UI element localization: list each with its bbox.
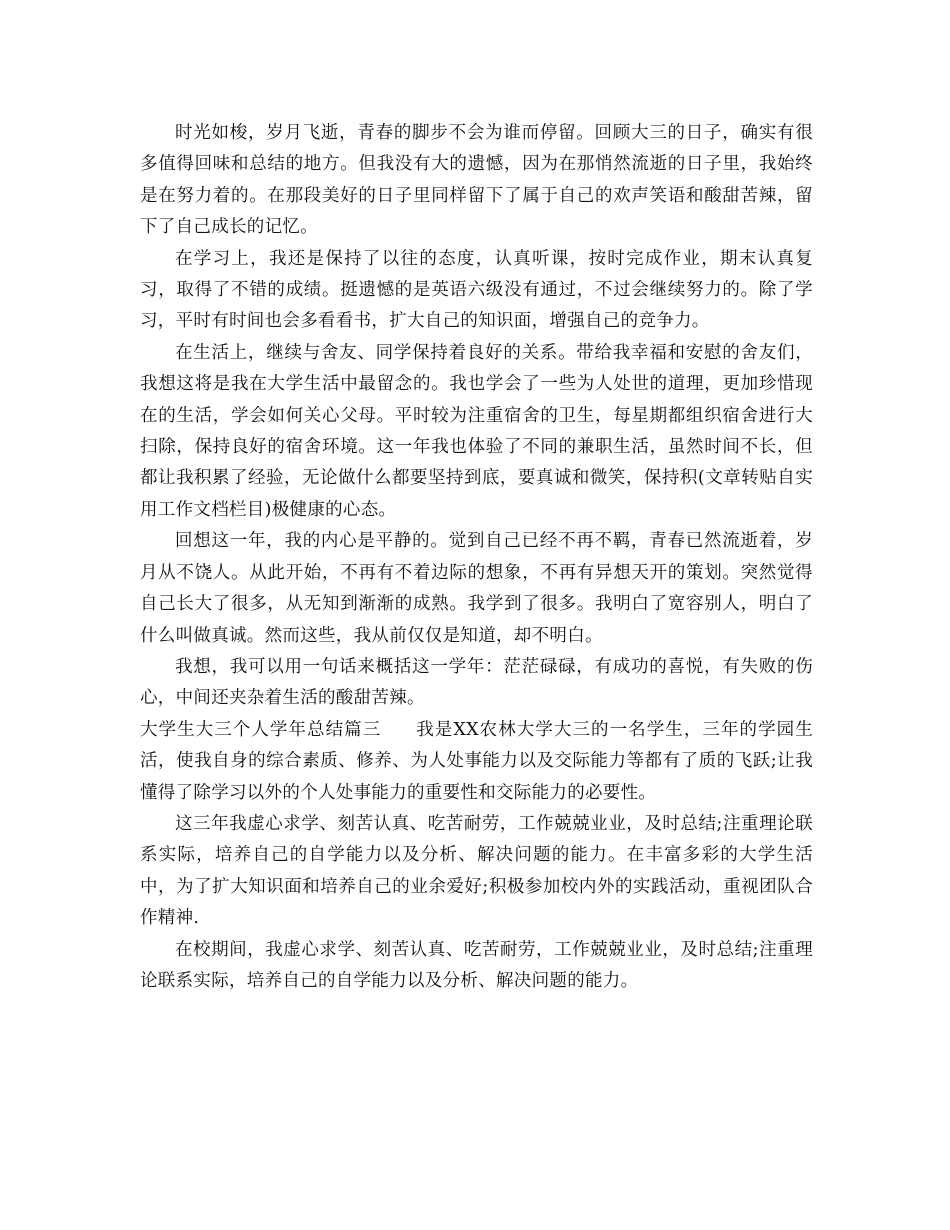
section-title: 大学生大三个人学年总结篇三	[140, 719, 382, 740]
paragraph-5: 我想，我可以用一句话来概括这一学年：茫茫碌碌，有成功的喜悦，有失败的伤心，中间还夹杂着生活的酸甜苦辣。	[140, 656, 813, 709]
paragraph-4: 回想这一年，我的内心是平静的。觉到自己已经不再不羁，青春已然流逝着，岁月从不饶人。从此开始，不再有不着边际的想象，不再有异想天开的策划。突然觉得自己长大了很多，从无知到渐渐的成熟。我学到了很多。我明白了宽容别人，明白了什么叫做真诚。然而这些，我从前仅仅是知道，却不明白。	[140, 531, 813, 646]
paragraph-7: 这三年我虚心求学、刻苦认真、吃苦耐劳，工作兢兢业业，及时总结;注重理论联系实际，培养自己的自学能力以及分析、解决问题的能力。在丰富多彩的大学生活中，为了扩大知识面和培养自己的业余爱好;积极参加校内外的实践活动，重视团队合作精神.	[140, 813, 813, 929]
paragraph-2: 在学习上，我还是保持了以往的态度，认真听课，按时完成作业，期末认真复习，取得了不错的成绩。挺遗憾的是英语六级没有通过，不过会继续努力的。除了学习，平时有时间也会多看看书，扩大自己的知识面，增强自己的竞争力。	[140, 248, 813, 332]
section-paragraph	[140, 715, 813, 809]
section-first-paragraph: 我是XX农林大学大三的一名学生，三年的学园生活，使我自身的综合素质、修养、为人处事能力以及交际能力等都有了质的飞跃;让我懂得了除学习以外的个人处事能力的重要性和交际能力的必要性。	[140, 719, 813, 803]
document-body	[140, 118, 813, 997]
paragraph-3: 在生活上，继续与舍友、同学保持着良好的关系。带给我幸福和安慰的舍友们，我想这将是我在大学生活中最留念的。我也学会了一些为人处世的道理，更加珍惜现在的生活，学会如何关心父母。平时较为注重宿舍的卫生，每星期都组织宿舍进行大扫除，保持良好的宿舍环境。这一年我也体验了不同的兼职生活，虽然时间不长，但都让我积累了经验，无论做什么都要坚持到底，要真诚和微笑，保持积(文章转贴自实用工作文档栏目)极健康的心态。	[140, 342, 813, 520]
paragraph-8: 在校期间，我虚心求学、刻苦认真、吃苦耐劳，工作兢兢业业，及时总结;注重理论联系实际，培养自己的自学能力以及分析、解决问题的能力。	[140, 939, 813, 991]
paragraph-1: 时光如梭，岁月飞逝，青春的脚步不会为谁而停留。回顾大三的日子，确实有很多值得回味和总结的地方。但我没有大的遗憾，因为在那悄然流逝的日子里，我始终是在努力着的。在那段美好的日子里同样留下了属于自己的欢声笑语和酸甜苦辣，留下了自己成长的记忆。	[140, 123, 813, 238]
